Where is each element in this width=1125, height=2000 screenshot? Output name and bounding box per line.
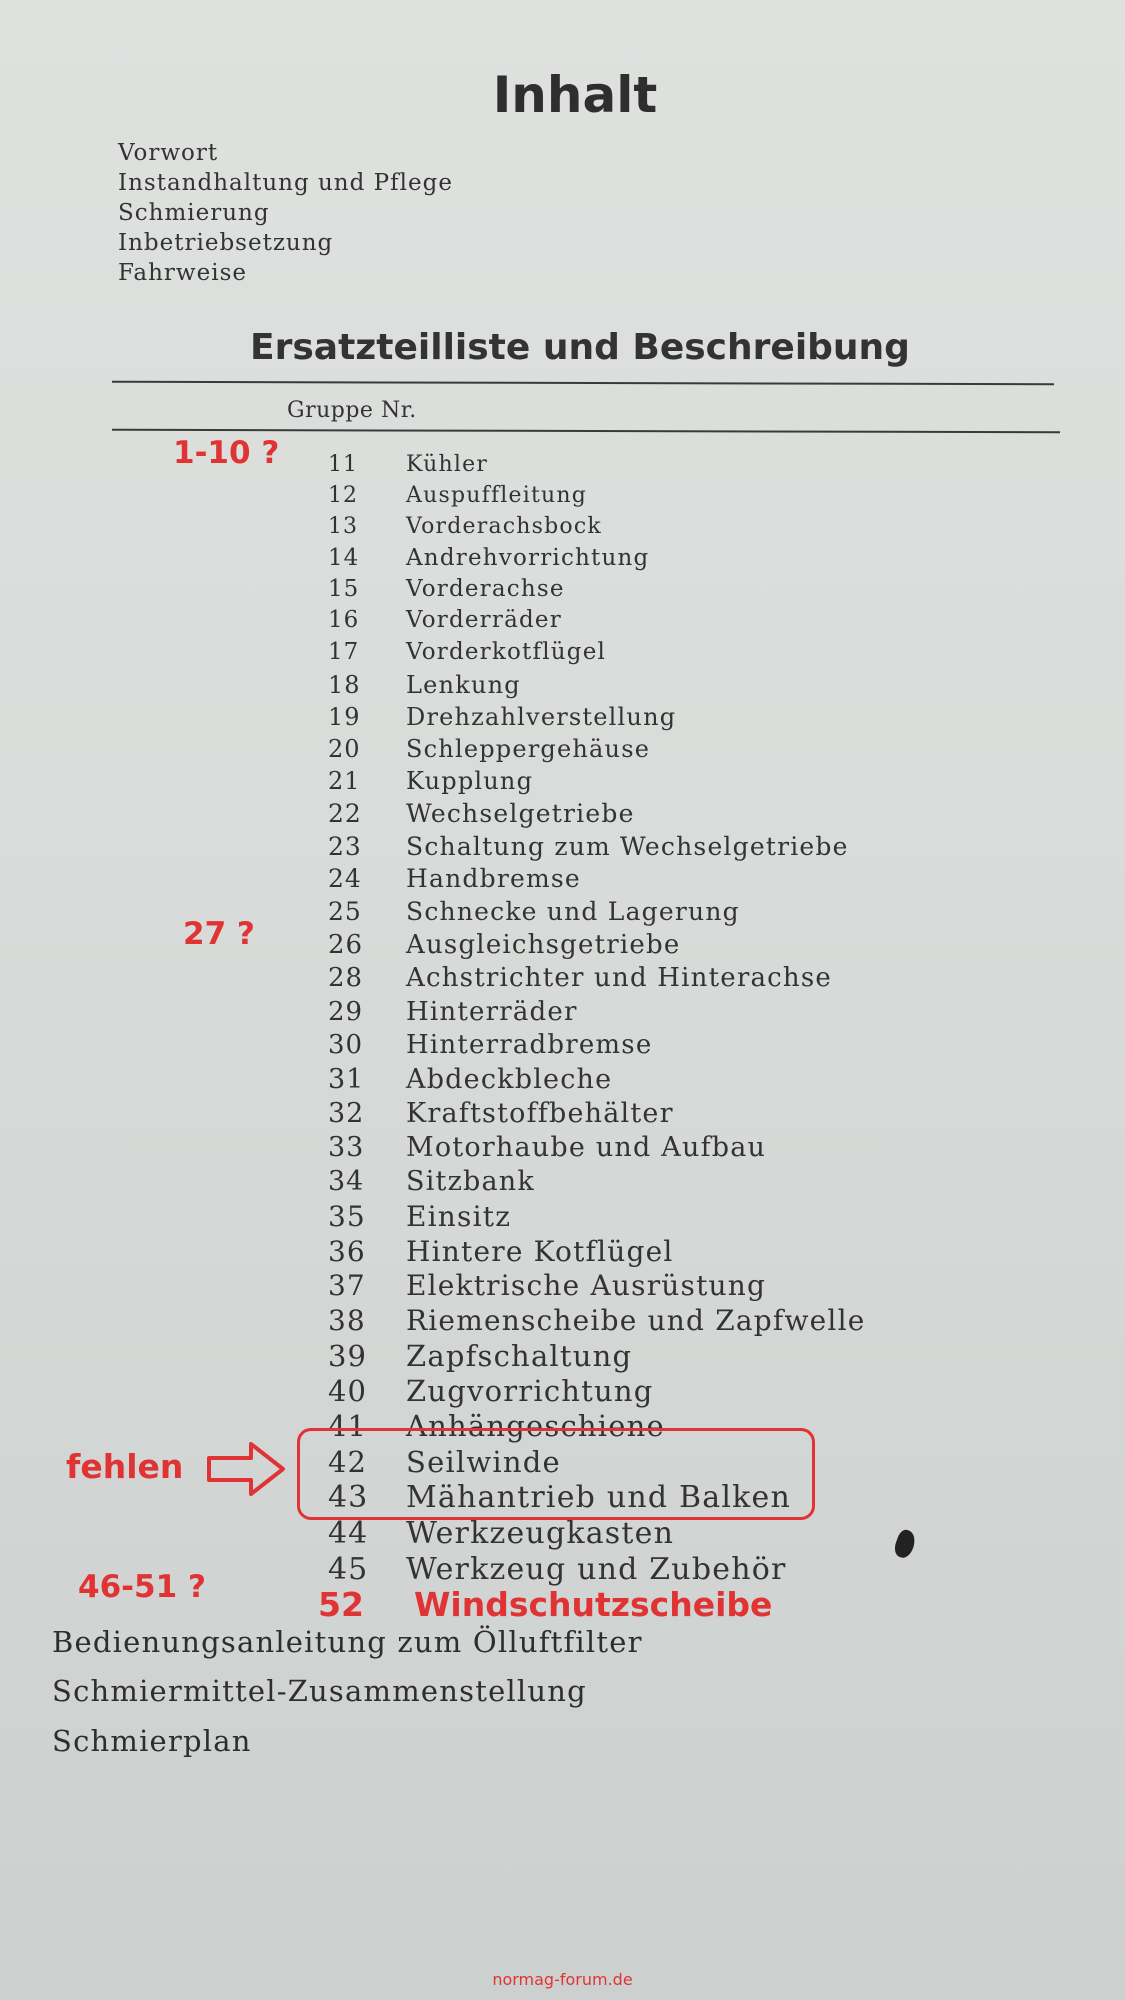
part-name: Vorderräder xyxy=(406,607,562,633)
part-name: Werkzeugkasten xyxy=(406,1516,675,1551)
part-number: 22 xyxy=(328,799,362,828)
part-name: Auspuffleitung xyxy=(406,483,588,508)
part-name: Hinterräder xyxy=(406,997,578,1027)
part-number: 44 xyxy=(328,1516,369,1551)
section-title: Ersatzteilliste und Beschreibung xyxy=(250,327,910,368)
header-rule-top xyxy=(112,381,1054,385)
part-name: Schnecke und Lagerung xyxy=(406,897,740,926)
ink-smudge xyxy=(892,1528,918,1560)
part-name: Wechselgetriebe xyxy=(406,799,635,828)
part-number: 38 xyxy=(328,1304,366,1337)
part-name: Hinterradbremse xyxy=(406,1030,653,1060)
outro-item: Schmiermittel-Zusammenstellung xyxy=(52,1674,587,1708)
part-name: Vorderachse xyxy=(406,576,565,602)
part-number: 28 xyxy=(328,963,364,993)
part-number: 30 xyxy=(328,1030,364,1060)
part-number: 36 xyxy=(328,1235,366,1268)
outro-item: Schmierplan xyxy=(52,1724,252,1758)
part-number: 42 xyxy=(328,1445,367,1479)
part-name: Sitzbank xyxy=(406,1166,535,1197)
intro-item: Schmierung xyxy=(118,200,270,226)
added-part-number: 52 xyxy=(318,1585,364,1624)
part-name: Werkzeug und Zubehör xyxy=(406,1552,787,1587)
part-name: Kupplung xyxy=(406,767,534,795)
part-number: 34 xyxy=(328,1166,365,1197)
part-name: Schaltung zum Wechselgetriebe xyxy=(406,832,849,861)
part-name: Schleppergehäuse xyxy=(406,735,651,763)
part-name: Riemenscheibe und Zapfwelle xyxy=(406,1304,866,1337)
annotation-missing-46-51: 46-51 ? xyxy=(78,1569,206,1605)
part-number: 17 xyxy=(328,639,360,665)
page-title: Inhalt xyxy=(492,66,658,124)
part-name: Hintere Kotflügel xyxy=(406,1235,674,1268)
arrow-right-icon xyxy=(207,1441,287,1497)
part-name: Motorhaube und Aufbau xyxy=(406,1132,767,1163)
part-number: 13 xyxy=(328,514,358,539)
outro-item: Bedienungsanleitung zum Ölluftfilter xyxy=(52,1625,643,1659)
part-name: Ausgleichsgetriebe xyxy=(406,930,681,960)
part-number: 26 xyxy=(328,930,364,960)
intro-item: Instandhaltung und Pflege xyxy=(118,170,453,196)
part-number: 29 xyxy=(328,997,364,1027)
intro-item: Inbetriebsetzung xyxy=(118,230,334,256)
column-header: Gruppe Nr. xyxy=(287,398,417,423)
annotation-missing-label: fehlen xyxy=(66,1447,184,1486)
part-name: Lenkung xyxy=(406,671,521,699)
part-number: 37 xyxy=(328,1269,366,1302)
part-number: 40 xyxy=(328,1374,367,1408)
header-rule-bottom xyxy=(112,429,1060,433)
annotation-missing-1-10: 1-10 ? xyxy=(173,435,280,471)
missing-groups-highlight xyxy=(297,1428,815,1520)
part-number: 21 xyxy=(328,767,361,795)
part-name: Seilwinde xyxy=(406,1445,561,1479)
annotation-missing-27: 27 ? xyxy=(183,916,255,952)
part-number: 15 xyxy=(328,576,360,602)
part-name: Vorderkotflügel xyxy=(406,639,607,665)
intro-list xyxy=(118,138,453,288)
part-name: Achstrichter und Hinterachse xyxy=(406,963,832,993)
part-number: 11 xyxy=(328,452,358,477)
part-number: 25 xyxy=(328,897,362,926)
part-number: 12 xyxy=(328,483,358,508)
part-number: 16 xyxy=(328,607,360,633)
part-number: 32 xyxy=(328,1098,365,1129)
part-name: Mähantrieb und Balken xyxy=(406,1480,791,1515)
intro-item: Vorwort xyxy=(118,140,219,166)
part-number: 39 xyxy=(328,1339,367,1373)
part-name: Drehzahlverstellung xyxy=(406,703,677,731)
added-part-name: Windschutzscheibe xyxy=(414,1585,773,1624)
part-name: Kühler xyxy=(406,452,489,477)
part-name: Elektrische Ausrüstung xyxy=(406,1269,767,1302)
part-number: 19 xyxy=(328,703,361,731)
part-name: Vorderachsbock xyxy=(406,514,602,539)
part-name: Abdeckbleche xyxy=(406,1064,613,1095)
part-number: 45 xyxy=(328,1552,369,1587)
part-name: Kraftstoffbehälter xyxy=(406,1098,674,1129)
part-number: 24 xyxy=(328,864,362,893)
part-number: 35 xyxy=(328,1200,366,1233)
part-number: 43 xyxy=(328,1480,369,1515)
part-number: 23 xyxy=(328,832,362,861)
part-name: Andrehvorrichtung xyxy=(406,545,650,571)
part-number: 18 xyxy=(328,671,361,699)
part-name: Anhängeschiene xyxy=(406,1409,665,1443)
part-name: Handbremse xyxy=(406,864,581,893)
part-number: 41 xyxy=(328,1409,367,1443)
watermark: normag-forum.de xyxy=(492,1970,633,1989)
part-name: Zapfschaltung xyxy=(406,1339,633,1373)
part-name: Einsitz xyxy=(406,1200,512,1233)
part-number: 20 xyxy=(328,735,361,763)
part-number: 33 xyxy=(328,1132,365,1163)
part-number: 14 xyxy=(328,545,360,571)
intro-item: Fahrweise xyxy=(118,260,247,286)
part-name: Zugvorrichtung xyxy=(406,1374,654,1408)
part-number: 31 xyxy=(328,1064,365,1095)
